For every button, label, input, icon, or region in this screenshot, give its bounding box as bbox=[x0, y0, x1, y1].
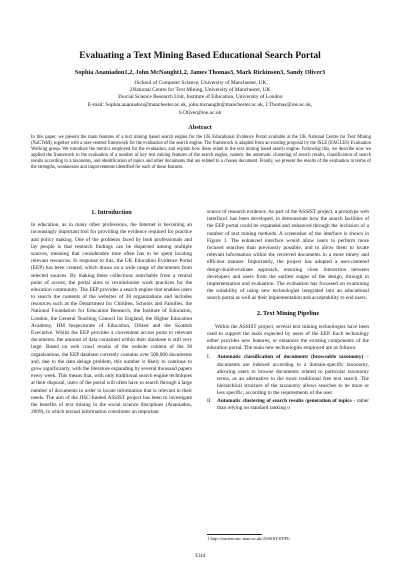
right-column-paragraph: source of research evidence. As part of the ASSIST project, a prototype web interface1 has been developed, to demonstrate how the search facilities of the EEP portal could be expanded and enhanced through the inclusion of a number of text mining methods. A screenshot of the interface is shown in Figure 1. The enhanced interface would allow users to perform more focused searches than previously possible, and to allow them to locate relevant information within the retrieved documents in a more timely and efficient manner. Importantly, the project has adopted a user-centered design-build-evaluate approach, ensuring close interaction between developers and users from the earliest stages of the design, through to implementation and evaluation. The evaluation has focussed on examining the suitability of using new technologies integrated into an educational search portal as well as their implementation and acceptability to end users. bbox=[207, 209, 369, 302]
list-item-text: - rather than relying on standard ranking o bbox=[217, 397, 369, 411]
right-column bbox=[207, 209, 369, 412]
section-2-paragraph: Within the ASSIST project, several text mining technologies have been used to support the tasks expected by users of the EEP. Each technology either provides new features, or enhances the existing components of the education portal. The main new technologies employed are as follows: bbox=[207, 323, 369, 352]
abstract-text: In this paper, we present the main features of a text mining based search engine for the UK Educational Evidence Portal available at the UK National Centre for Text Mining (NaCTeM), together with a user-centred framework for the evaluation of the search engine. The framework is adapted from an existing proposal by the ISLE (EAGLES) Evaluation Working group. We introduce the metrics employed for the evaluation, and explain how these relate to the text mining based search engine. Following this, we describe how we applied the framework to the evaluation of a number of key text mining features of the search engine, namely the automatic clustering of search results, classification of search results according to a taxonomy, and identification of topics and other documents that are related to a chosen document. Finally, we present the results of the evaluation in terms of the strengths, weaknesses and improvements identified for each of these features. bbox=[31, 135, 371, 171]
paper-title: Evaluating a Text Mining Based Educational Search Portal bbox=[79, 50, 321, 61]
abstract-heading: Abstract bbox=[188, 124, 212, 131]
footnote: 1 http://nactem.mc.man.ac.uk/ASSIST-EPPI/ bbox=[207, 536, 290, 541]
section-2-heading: 2. Text Mining Pipeline bbox=[256, 310, 320, 318]
email-line-1: E-mail: Sophia.ananiadou@manchester.ac.uk, john.mcnaught@manchester.ac.uk, J.Thomas@ioe.ac.uk, bbox=[87, 102, 313, 108]
list-item-text: – documents are indexed according to a domain-specific taxonomy, allowing users to browse documents related to particular taxonomy terms, as an alternative to the more traditional free text search. The hierarchical structure of the taxonomy allows searches to be more or less specific, according to the requirements of the user. bbox=[217, 354, 369, 397]
page-number: 3344 bbox=[194, 553, 206, 559]
affiliation-3: 3Social Science Research Unit, Institute of Education, University of London bbox=[117, 94, 283, 100]
footnote-rule bbox=[207, 534, 262, 535]
list-item-number: I. bbox=[207, 354, 211, 361]
affiliation-1: 1School of Computer Science, University of Manchester, UK bbox=[133, 80, 267, 86]
email-line-2: S.Oliver@ioe.ac.uk bbox=[178, 110, 222, 116]
list-item-term: Automatic classification of documents (browsable taxonomy) bbox=[217, 354, 364, 361]
list-item bbox=[207, 354, 369, 397]
list-item-term: Automatic clustering of search results /generation of topics bbox=[217, 397, 352, 404]
technology-list bbox=[207, 354, 369, 412]
left-column bbox=[31, 209, 192, 416]
affiliation-2: 2National Centre for Text Mining, University of Manchester, UK bbox=[129, 87, 271, 93]
author-list: Sophia Ananiadou1,2, John McNaught1,2, James Thomas3, Mark Rickinson3, Sandy Oliver3 bbox=[74, 69, 326, 76]
section-gap bbox=[207, 302, 369, 310]
section-1-paragraph: In education, as in many other professions, the Internet is becoming an increasingly important tool for providing the evidence required for practice and policy making. One of the problems faced by both professionals and lay people is that research findings can be dispersed among multiple sources, meaning that considerable time often has to be spent locating relevant resources. In response to this, the UK Education Evidence Portal (EEP) has been created, which draws on a wide range of documents from selected sources. By making these collections searchable from a central point of access, the portal aims to revolutionise work practices for the education community. The EEP provides a search engine that enables users to search the contents of the websites of 38 organizations and includes resources such as the Department for Children, Schools and Families, the National Foundation for Education Research, the Institute of Education, London, the General Teaching Council for England, the Higher Education Academy, HM Inspectorate of Education, Ofsted and the Scottish Executive. Whilst the EEP provides a convenient access point to relevant documents, the amount of data contained within their database is still very large. Based on web crawl results of the website content of the 38 organisations, the EEP database currently contains over 500,000 documents and, due to the data deluge problem, this number is likely to continue to grow significantly, with the literature expanding by several thousand papers every week. This means that, with only traditional search engine techniques at their disposal, users of the portal will often have to search through a large number of documents in order to locate information that is relevant to their needs. The aim of the JISC-funded ASSIST project has been to investigate the benefits of text mining in the social science disciplines (Ananiadou, 2009), in which textual information constitutes an important bbox=[31, 222, 192, 416]
section-1-heading: 1. Introduction bbox=[91, 209, 132, 216]
list-item bbox=[207, 398, 369, 412]
list-item-number: II. bbox=[207, 397, 212, 404]
